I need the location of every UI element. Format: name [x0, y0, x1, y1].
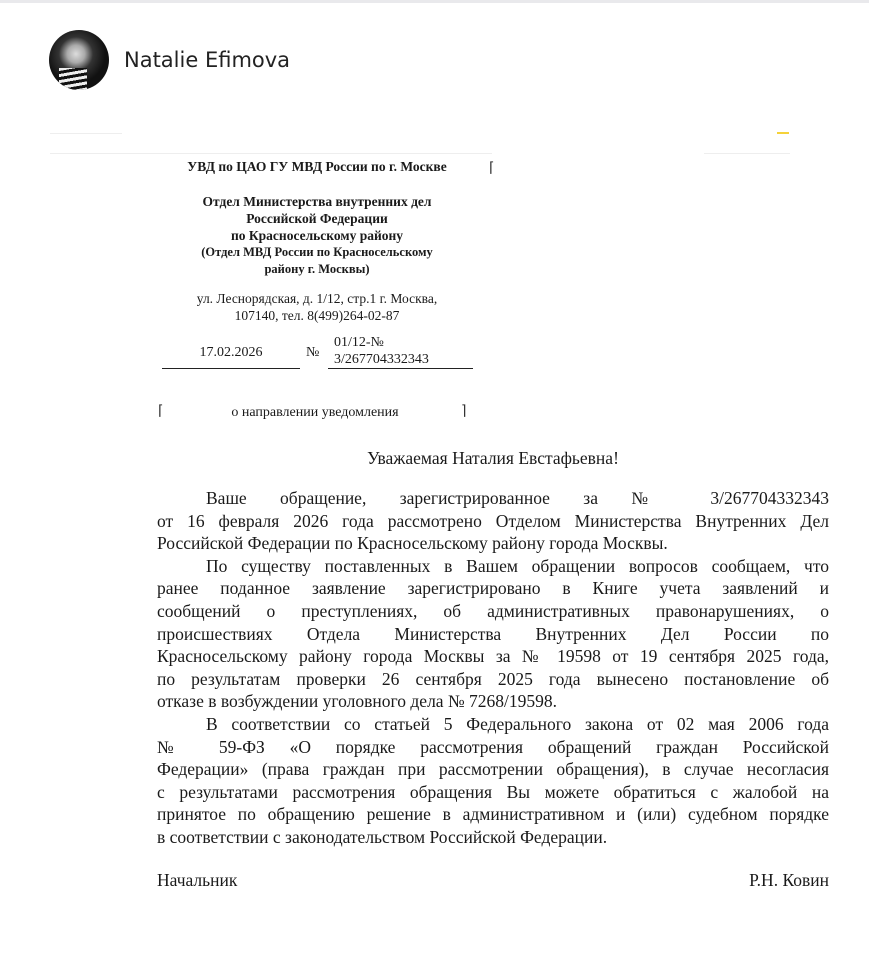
address-block: [150, 290, 484, 324]
body-line: ранее поданное заявление зарегистрировано в Книге учета заявлений и: [157, 578, 829, 599]
corner-mark: ⌉: [461, 404, 467, 419]
greeting: Уважаемая Наталия Евстафьевна!: [367, 448, 619, 468]
body-line: сообщений о преступлениях, об административных правонарушениях, о: [157, 600, 829, 621]
signer-name: Р.Н. Ковин: [749, 870, 829, 890]
body-line: с результатами рассмотрения обращения Вы можете обратиться с жалобой на: [157, 781, 829, 802]
letter-date: 17.02.2026: [199, 345, 263, 360]
department-block: [160, 193, 474, 278]
divider: [50, 153, 492, 154]
body-line: по результатам проверки 26 сентября 2025 года вынесено постановление об: [157, 668, 829, 689]
header-org: УВД по ЦАО ГУ МВД России по г. Москве: [187, 159, 447, 174]
signer-title: Начальник: [157, 870, 238, 890]
top-border: [0, 0, 869, 3]
subject: о направлении уведомления: [231, 405, 399, 420]
body-line: Ваше обращение, зарегистрированное за № 3/267704332343: [206, 488, 829, 508]
body-line: происшествиях Отдела Министерства Внутренних Дел России по: [157, 623, 829, 644]
dept-line: Отдел Министерства внутренних дел: [202, 194, 432, 209]
number-line: 3/267704332343: [334, 352, 429, 367]
author-name[interactable]: Natalie Efimova: [124, 48, 291, 72]
body-line: По существу поставленных в Вашем обращении вопросов сообщаем, что: [206, 555, 829, 576]
avatar[interactable]: [49, 30, 109, 90]
accent-mark: [777, 132, 789, 134]
body-line: № 59-ФЗ «О порядке рассмотрения обращений граждан Российской: [157, 736, 829, 757]
corner-mark: ⌈: [158, 404, 164, 419]
divider: [704, 153, 790, 154]
body-line: В соответствии со статьей 5 Федерального закона от 02 мая 2006 года: [206, 713, 829, 734]
dept-line: Российской Федерации: [246, 211, 388, 226]
dept-line: району г. Москвы): [264, 262, 370, 276]
body-line: в соответствии с законодательством Российской Федерации.: [157, 826, 608, 847]
body-line: Российской Федерации по Красносельскому району города Москвы.: [157, 533, 668, 554]
corner-mark: ⌈: [489, 161, 495, 176]
date-underline: [162, 368, 300, 369]
body-line: Федерации» (права граждан при рассмотрении обращения), в случае несогласия: [157, 759, 829, 780]
address-line: ул. Леснорядская, д. 1/12, стр.1 г. Москва,: [196, 291, 438, 306]
number-underline: [328, 368, 473, 369]
address-line: 107140, тел. 8(499)264-02-87: [234, 308, 400, 323]
body-line: от 16 февраля 2026 года рассмотрено Отделом Министерства Внутренних Дел: [157, 510, 829, 531]
divider: [50, 133, 122, 134]
dept-line: по Красносельскому району: [230, 228, 404, 243]
dept-line: (Отдел МВД России по Красносельскому: [201, 245, 433, 259]
body-line: отказе в возбуждении уголовного дела № 7268/19598.: [157, 691, 558, 712]
number-line: 01/12-№: [334, 335, 384, 350]
body-line: Красносельскому району города Москвы за № 19598 от 19 сентября 2025 года,: [157, 646, 829, 667]
letter-body: [157, 487, 829, 849]
body-line: принятое по обращению решение в административном и (или) судебном порядке: [157, 804, 829, 825]
number-sign: №: [306, 345, 320, 360]
letter-number: [334, 334, 429, 368]
